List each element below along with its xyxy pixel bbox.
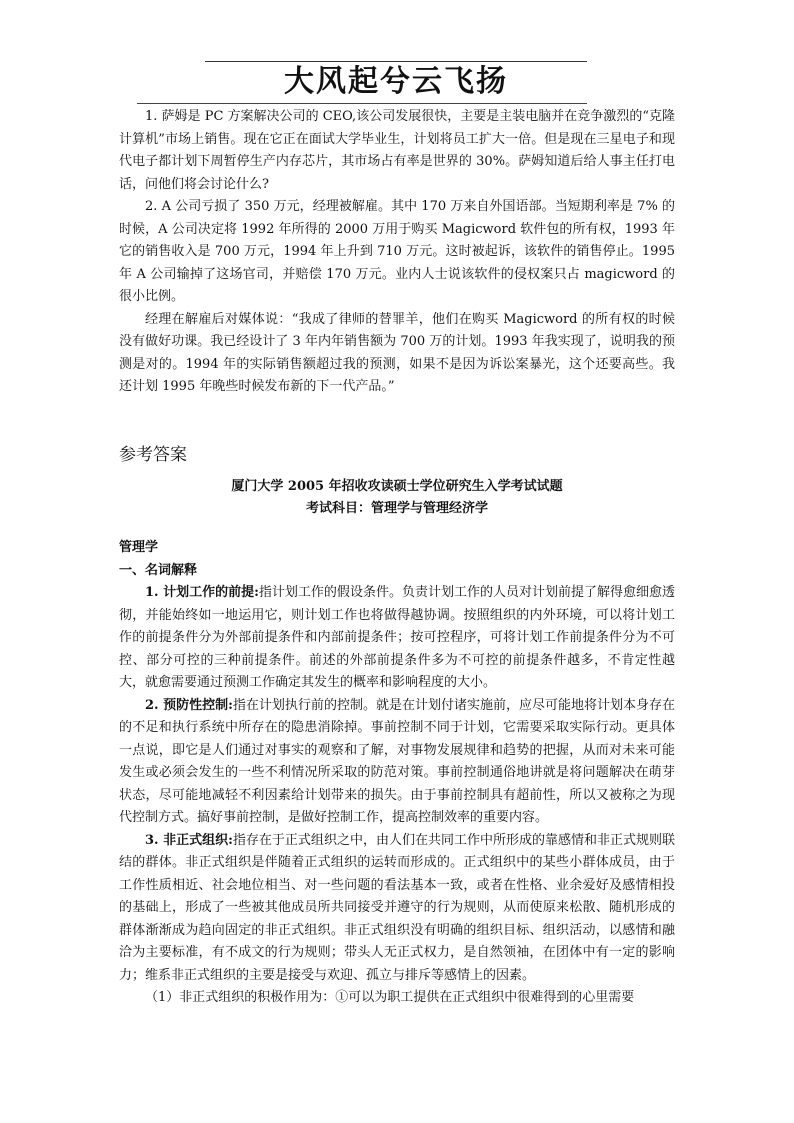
banner-title: 大风起兮云飞扬 xyxy=(284,64,508,99)
questions-block xyxy=(119,106,675,399)
banner-top-rule xyxy=(205,61,587,62)
term-text: 指在计划执行前的控制。就是在计划付诸实施前，应尽可能地将计划本身存在的不足和执行系统中所存在的隐患消除掉。事前控制不同于计划，它需要采取实际行动。更具体一点说，即它是人们通过对事实的观察和了解，对事物发展规律和趋势的把握，从而对未来可能发生或必须会发生的一些不利情况所采取的防范对策。事前控制通俗地讲就是将问题解决在萌芽状态，尽可能地减轻不利因素给计划带来的损失。由于事前控制具有超前性，所以又被称之为现代控制方式。搞好事前控制，是做好控制工作，提高控制效率的重要内容。 xyxy=(119,697,675,825)
question-2: 2. A 公司亏损了 350 万元，经理被解雇。其中 170 万来自外国语部。当短期利率是 7% 的时候，A 公司决定将 1992 年所得的 2000 万用于购买 Magicword 软件包的所有权，1993 年它的销售收入是 700 万元，1994 年上升到 710 万元。这时被起诉，该软件的销售停止。1995 年 A 公司输掉了这场官司，并赔偿 170 万元。业内人士说该软件的侵权案只占 magicword 的很小比例。 xyxy=(119,199,675,304)
sub-point: （1）非正式组织的积极作用为：①可以为职工提供在正式组织中很难得到的心里需要 xyxy=(145,990,635,1005)
term-text: 指存在于正式组织之中，由人们在共同工作中所形成的靠感情和非正式规则联结的群体。非正式组织是伴随着正式组织的运转而形成的。正式组织中的某些小群体成员，由于工作性质相近、社会地位相当、对一些问题的看法基本一致，或者在性格、业余爱好及感情相投的基础上，形成了一些被其他成员所共同接受并遵守的行为规则，从而使原来松散、随机形成的群体渐渐成为趋向固定的非正式组织。非正式组织没有明确的组织目标、组织活动，以感情和融洽为主要标准，有不成文的行为规则；带头人无正式权力，是自然领袖，在团体中有一定的影响力；维系非正式组织的主要是接受与欢迎、孤立与排斥等感情上的因素。 xyxy=(119,832,675,983)
term-label: 1. 计划工作的前提: xyxy=(145,585,259,600)
term-entry xyxy=(119,695,675,830)
exam-subject: 考试科目：管理学与管理经济学 xyxy=(305,501,488,516)
question-2-quote: 经理在解雇后对媒体说：“我成了律师的替罪羊，他们在购买 Magicword 的所有权的时候没有做好功课。我已经设计了 3 年内年销售额为 700 万的计划。1993 年我实现了，说明我的预测是对的。1994 年的实际销售额超过我的预测，如果不是因为诉讼案暴光，这个还要高些。我还计划 1995 年晚些时候发布新的下一代产品。” xyxy=(119,311,675,394)
part-heading: 一、名词解释 xyxy=(119,562,198,578)
section-heading: 管理学 xyxy=(119,540,159,555)
exam-title: 厦门大学 2005 年招收攻读硕士学位研究生入学考试试题 xyxy=(231,479,563,494)
banner-bottom-rule xyxy=(137,103,587,104)
term-entry xyxy=(119,582,675,695)
term-label: 2. 预防性控制: xyxy=(145,697,233,713)
term-label: 3. 非正式组织: xyxy=(145,832,233,848)
question-1: 1. 萨姆是 PC 方案解决公司的 CEO,该公司发展很快，主要是主装电脑并在竞争激烈的“克隆计算机”市场上销售。现在它正在面试大学毕业生，计划将员工扩大一倍。但是现在三星电子和现代电子都计划下周暂停生产内存芯片，其市场占有率是世界的 30%。萨姆知道后给人事主任打电话，问他们将会讨论什么? xyxy=(119,109,675,192)
answers-block xyxy=(119,537,675,1010)
term-entry xyxy=(119,830,675,988)
term-text: 指计划工作的假设条件。负责计划工作的人员对计划前提了解得愈细愈透彻，并能始终如一地运用它，则计划工作也将做得越协调。按照组织的内外环境，可以将计划工作的前提条件分为外部前提条件和内部前提条件；按可控程序，可将计划工作前提条件分为不可控、部分可控的三种前提条件。前述的外部前提条件多为不可控的前提条件越多，不肯定性越大，就愈需要通过预测工作确定其发生的概率和影响程度的大小。 xyxy=(119,585,675,690)
page-banner xyxy=(205,61,587,105)
reference-answer-heading: 参考答案 xyxy=(119,445,187,465)
